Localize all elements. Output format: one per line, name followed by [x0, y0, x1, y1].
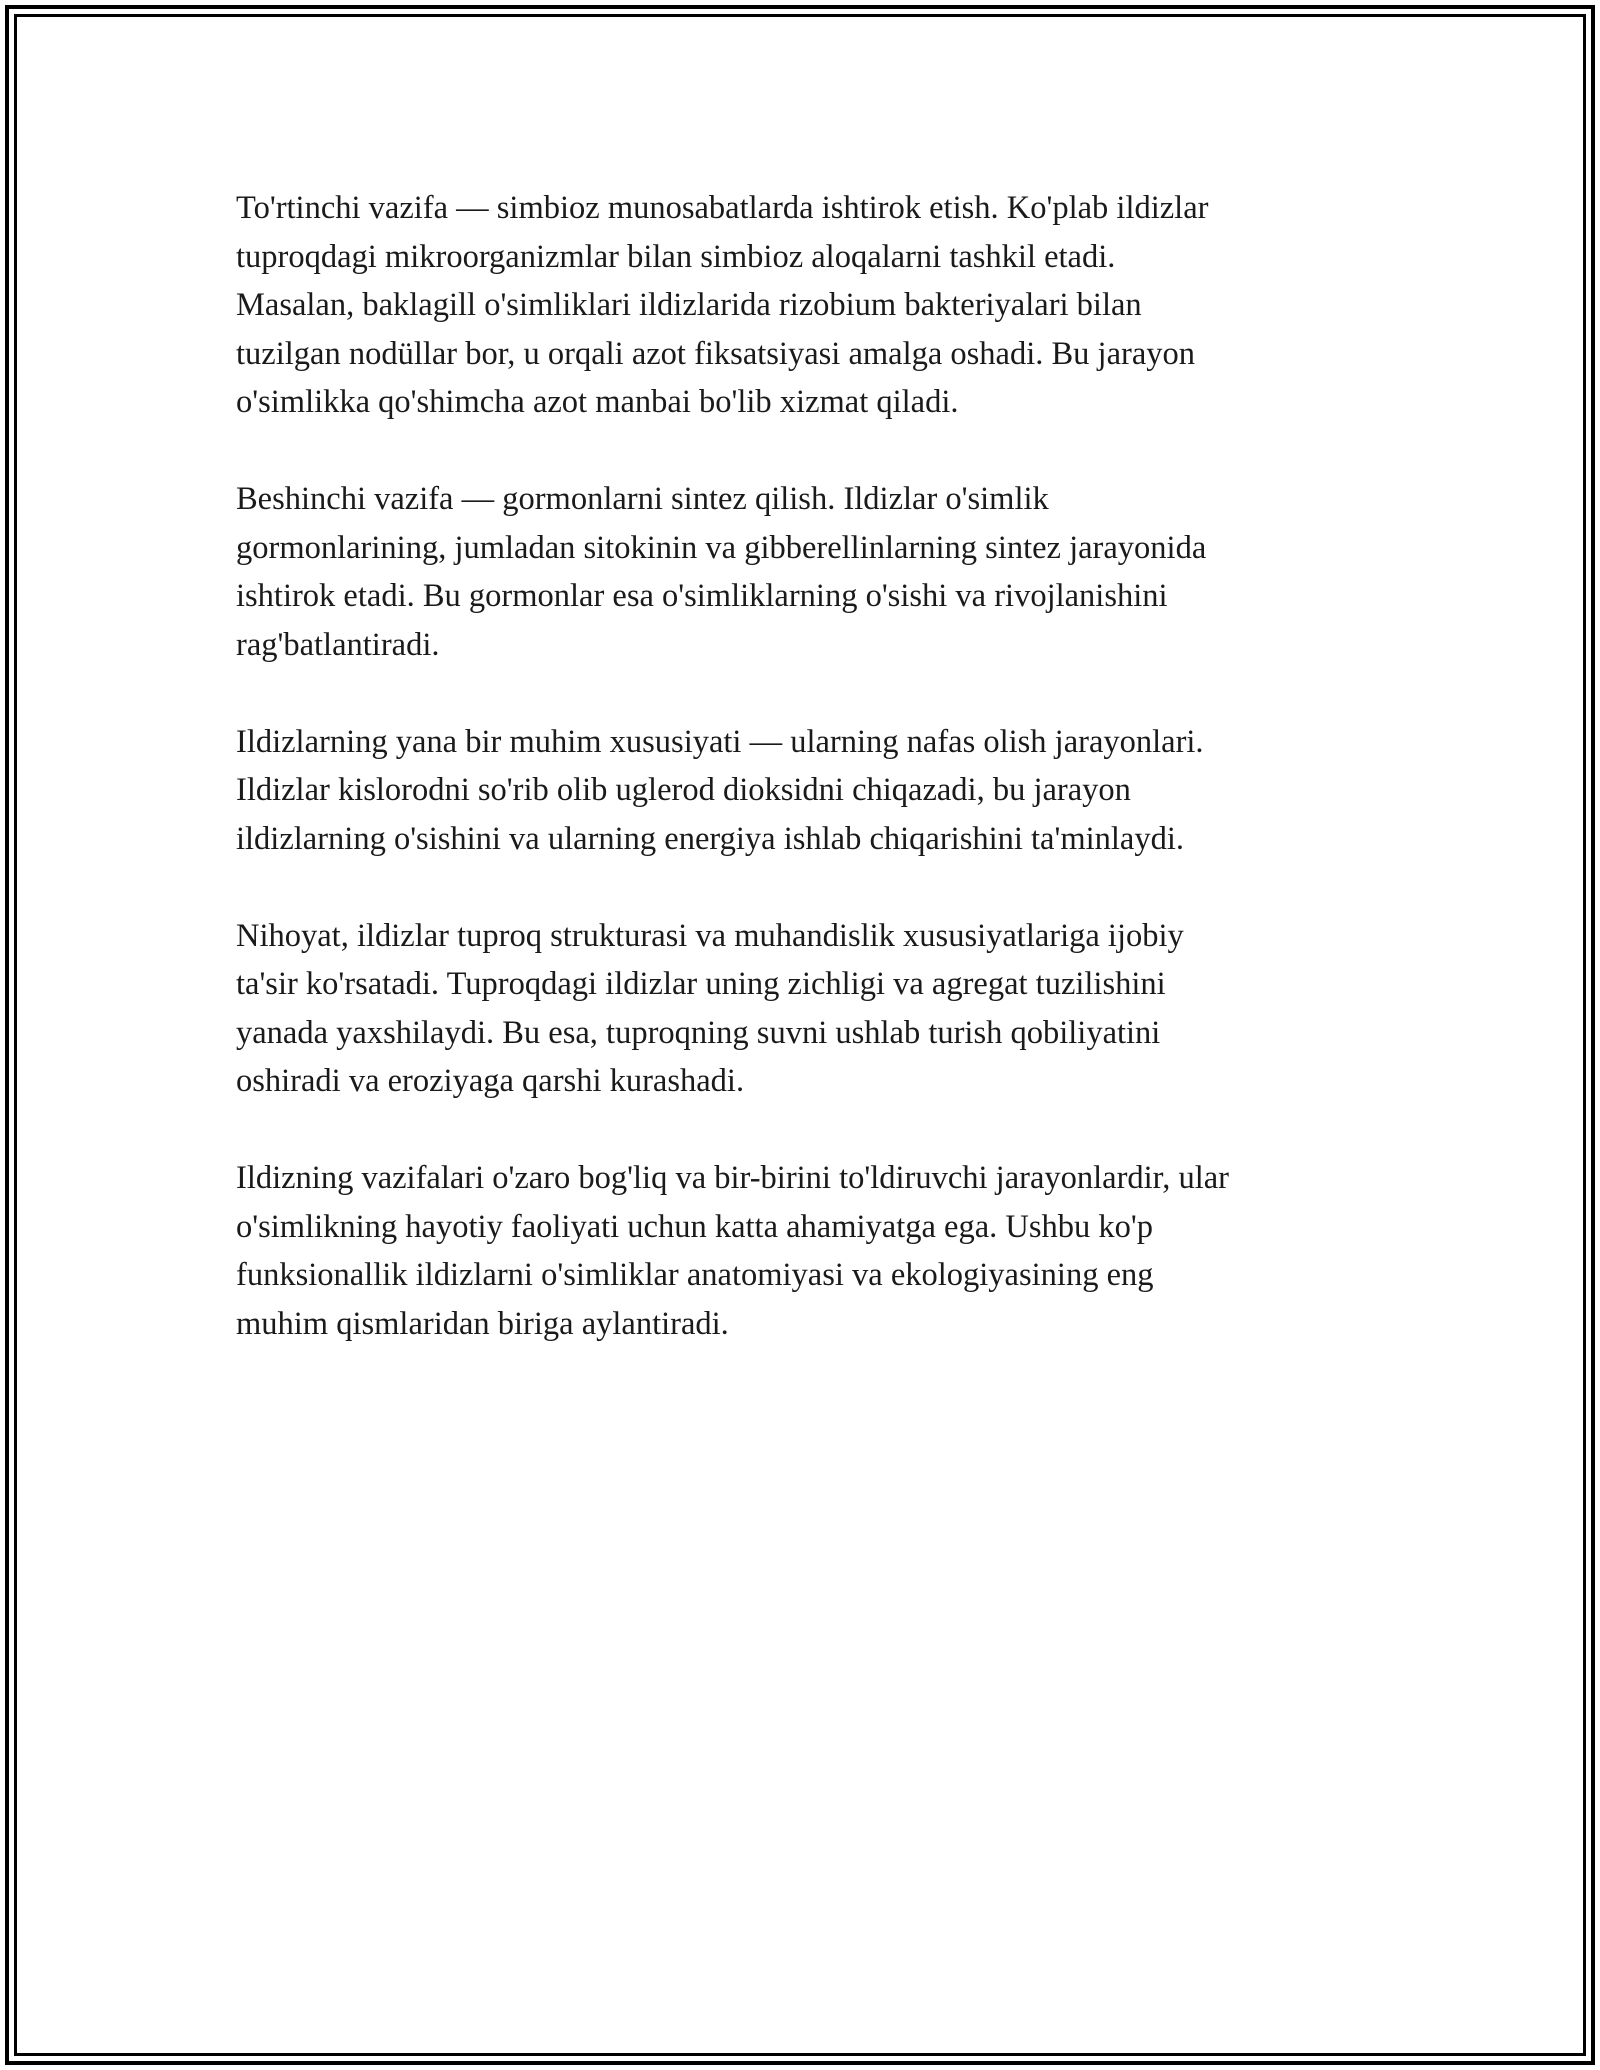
paragraph-symbiosis: To'rtinchi vazifa — simbioz munosabatlarda ishtirok etish. Ko'plab ildizlar tuproqdagi mikroorganizmlar bilan simbioz aloqalarni tashkil etadi. Masalan, baklagill o'simliklari ildizlarida rizobium bakteriyalari bilan tuzilgan nodüllar bor, u orqali azot fiksatsiyasi amalga oshadi. Bu jarayon o'simlikka qo'shimcha azot manbai bo'lib xizmat qiladi. — [236, 190, 1209, 420]
paragraph-soil-structure: Nihoyat, ildizlar tuproq strukturasi va muhandislik xususiyatlariga ijobiy ta'sir ko'rsatadi. Tuproqdagi ildizlar uning zichligi va agregat tuzilishini yanada yaxshilaydi. Bu esa, tuproqning suvni ushlab turish qobiliyatini oshiradi va eroziyaga qarshi kurashadi. — [236, 917, 1184, 1099]
paragraph-conclusion: Ildizning vazifalari o'zaro bog'liq va bir-birini to'ldiruvchi jarayonlardir, ular o'simlikning hayotiy faoliyati uchun katta ahamiyatga ega. Ushbu ko'p funksionallik ildizlarni o'simliklar anatomiyasi va ekologiyasining eng muhim qismlaridan biriga aylantiradi. — [236, 1160, 1229, 1342]
paragraph-hormones: Beshinchi vazifa — gormonlarni sintez qilish. Ildizlar o'simlik gormonlarining, jumladan sitokinin va gibberellinlarning sintez jarayonida ishtirok etadi. Bu gormonlar esa o'simliklarning o'sishi va rivojlanishini rag'batlantiradi. — [236, 481, 1207, 663]
document-body — [236, 184, 1366, 1397]
paragraph-respiration: Ildizlarning yana bir muhim xususiyati — ularning nafas olish jarayonlari. Ildizlar kislorodni so'rib olib uglerod dioksidni chiqazadi, bu jarayon ildizlarning o'sishini va ularning energiya ishlab chiqarishini ta'minlaydi. — [236, 723, 1204, 857]
